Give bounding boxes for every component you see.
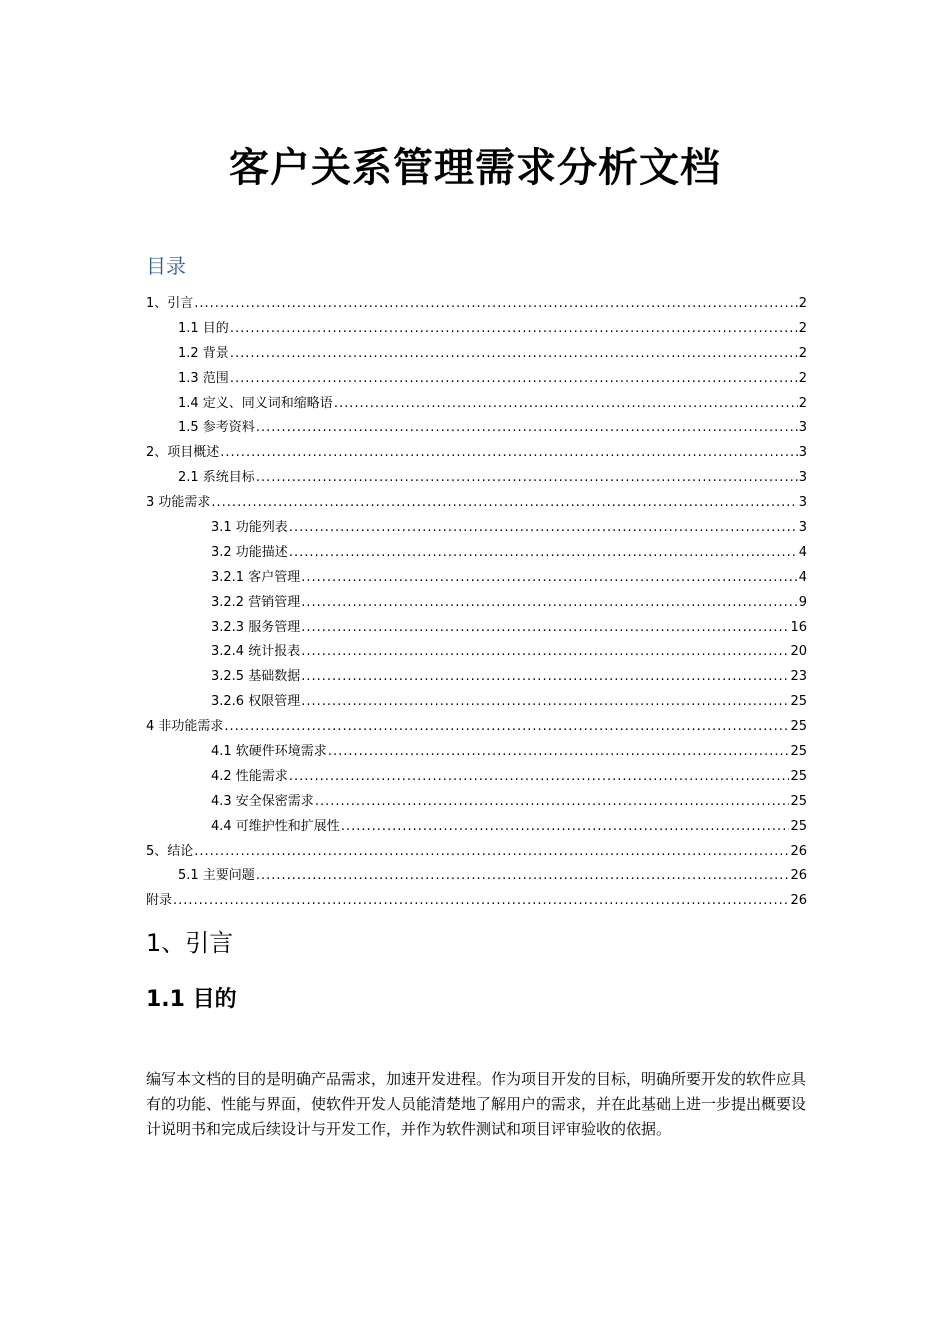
toc-entry[interactable]	[146, 516, 807, 541]
toc-entry-label: 4.3 安全保密需求	[211, 793, 314, 809]
toc-page-number: 3	[798, 495, 807, 511]
toc-page-number: 16	[790, 619, 807, 635]
toc-dot-leader	[315, 790, 790, 815]
toc-page-number: 25	[790, 768, 807, 784]
toc-entry[interactable]	[146, 790, 807, 815]
toc-page-number: 26	[790, 893, 807, 909]
toc-entry-label: 1.5 参考资料	[178, 420, 255, 436]
toc-entry-label: 3.2.1 客户管理	[211, 569, 301, 585]
toc-entry-label: 4.4 可维护性和扩展性	[211, 818, 340, 834]
toc-page-number: 23	[790, 669, 807, 685]
toc-entry-label: 3.2.3 服务管理	[211, 619, 301, 635]
toc-entry[interactable]	[146, 690, 807, 715]
toc-page-number: 3	[798, 445, 807, 461]
toc-dot-leader	[341, 815, 790, 840]
toc-entry-label: 1.3 范围	[178, 370, 229, 386]
toc-page-number: 4	[798, 569, 807, 585]
toc-entry-label: 4.1 软硬件环境需求	[211, 744, 327, 760]
toc-dot-leader	[256, 864, 790, 889]
toc-page-number: 2	[798, 320, 807, 336]
toc-dot-leader	[256, 466, 798, 491]
toc-entry-label: 附录	[146, 893, 173, 909]
toc-entry-label: 1、引言	[146, 296, 194, 311]
toc-entry[interactable]	[146, 715, 807, 740]
toc-page-number: 26	[790, 868, 807, 884]
toc-dot-leader	[194, 292, 797, 317]
toc-entry[interactable]	[146, 367, 807, 392]
toc-page-number: 25	[790, 793, 807, 809]
toc-entry[interactable]	[146, 342, 807, 367]
toc-page-number: 2	[798, 345, 807, 361]
toc-entry-label: 1.2 背景	[178, 345, 229, 361]
toc-entry[interactable]	[146, 441, 807, 466]
body-paragraph: 编写本文档的目的是明确产品需求，加速开发进程。作为项目开发的目标，明确所要开发的软件应具有的功能、性能与界面，使软件开发人员能清楚地了解用户的需求，并在此基础上进一步提出概要设计说明书和完成后续设计与开发工作，并作为软件测试和项目评审验收的依据。	[146, 1070, 807, 1138]
toc-dot-leader	[301, 591, 798, 616]
toc-page-number: 3	[798, 520, 807, 536]
toc-entry[interactable]	[146, 591, 807, 616]
toc-dot-leader	[289, 765, 790, 790]
toc-dot-leader	[230, 367, 798, 392]
toc-page-number: 25	[790, 694, 807, 710]
toc-page-number: 2	[798, 395, 807, 411]
toc-dot-leader	[301, 616, 789, 641]
toc-entry-label: 3.2.2 营销管理	[211, 594, 301, 610]
toc-dot-leader	[328, 740, 790, 765]
toc-entry[interactable]	[146, 466, 807, 491]
toc-entry-label: 3.1 功能列表	[211, 520, 288, 536]
toc-entry[interactable]	[146, 491, 807, 516]
toc-entry-label: 1.4 定义、同义词和缩略语	[178, 395, 333, 411]
toc-dot-leader	[301, 690, 789, 715]
toc-page-number: 2	[798, 296, 807, 311]
toc-page-number: 25	[790, 744, 807, 760]
toc-heading: 目录	[146, 254, 186, 278]
document-title: 客户关系管理需求分析文档	[229, 145, 721, 191]
toc-entry[interactable]	[146, 317, 807, 342]
toc-entry[interactable]	[146, 815, 807, 840]
toc-entry-label: 4 非功能需求	[146, 719, 224, 735]
toc-page-number: 25	[790, 818, 807, 834]
toc-page-number: 4	[798, 544, 807, 560]
toc-dot-leader	[256, 416, 798, 441]
toc-entry-label: 3.2 功能描述	[211, 544, 288, 560]
toc-entry[interactable]	[146, 889, 807, 914]
toc-dot-leader	[301, 566, 798, 591]
toc-page-number: 9	[798, 594, 807, 610]
toc-page-number: 3	[798, 420, 807, 436]
toc-entry[interactable]	[146, 765, 807, 790]
toc-dot-leader	[289, 516, 798, 541]
toc-entry-label: 1.1 目的	[178, 320, 229, 336]
toc-dot-leader	[334, 392, 798, 417]
toc-entry[interactable]	[146, 640, 807, 665]
toc-dot-leader	[301, 665, 789, 690]
toc-entry-label: 3 功能需求	[146, 495, 211, 511]
toc-entry[interactable]	[146, 541, 807, 566]
toc-page-number: 3	[798, 470, 807, 486]
toc-entry-label: 5、结论	[146, 843, 194, 859]
toc-entry[interactable]	[146, 566, 807, 591]
toc-page-number: 25	[790, 719, 807, 735]
toc-entry[interactable]	[146, 864, 807, 889]
table-of-contents	[146, 292, 807, 914]
toc-entry-label: 3.2.4 统计报表	[211, 644, 301, 660]
toc-dot-leader	[173, 889, 789, 914]
subsection-heading: 1.1 目的	[146, 987, 237, 1012]
toc-page-number: 20	[790, 644, 807, 660]
toc-entry[interactable]	[146, 392, 807, 417]
toc-dot-leader	[230, 317, 798, 342]
toc-page-number: 26	[790, 843, 807, 859]
toc-entry-label: 2、项目概述	[146, 445, 220, 461]
toc-dot-leader	[289, 541, 798, 566]
toc-entry-label: 5.1 主要问题	[178, 868, 255, 884]
toc-dot-leader	[211, 491, 797, 516]
toc-dot-leader	[301, 640, 789, 665]
toc-dot-leader	[224, 715, 789, 740]
toc-entry[interactable]	[146, 665, 807, 690]
toc-entry-label: 3.2.6 权限管理	[211, 694, 301, 710]
section-heading: 1、引言	[146, 929, 234, 957]
toc-entry[interactable]	[146, 616, 807, 641]
toc-dot-leader	[230, 342, 798, 367]
toc-entry[interactable]	[146, 740, 807, 765]
toc-entry-label: 3.2.5 基础数据	[211, 669, 301, 685]
toc-entry[interactable]	[146, 292, 807, 317]
toc-dot-leader	[220, 441, 797, 466]
toc-entry-label: 4.2 性能需求	[211, 768, 288, 784]
toc-entry-label: 2.1 系统目标	[178, 470, 255, 486]
toc-page-number: 2	[798, 370, 807, 386]
toc-dot-leader	[194, 840, 789, 865]
toc-entry[interactable]	[146, 416, 807, 441]
toc-entry[interactable]	[146, 840, 807, 865]
